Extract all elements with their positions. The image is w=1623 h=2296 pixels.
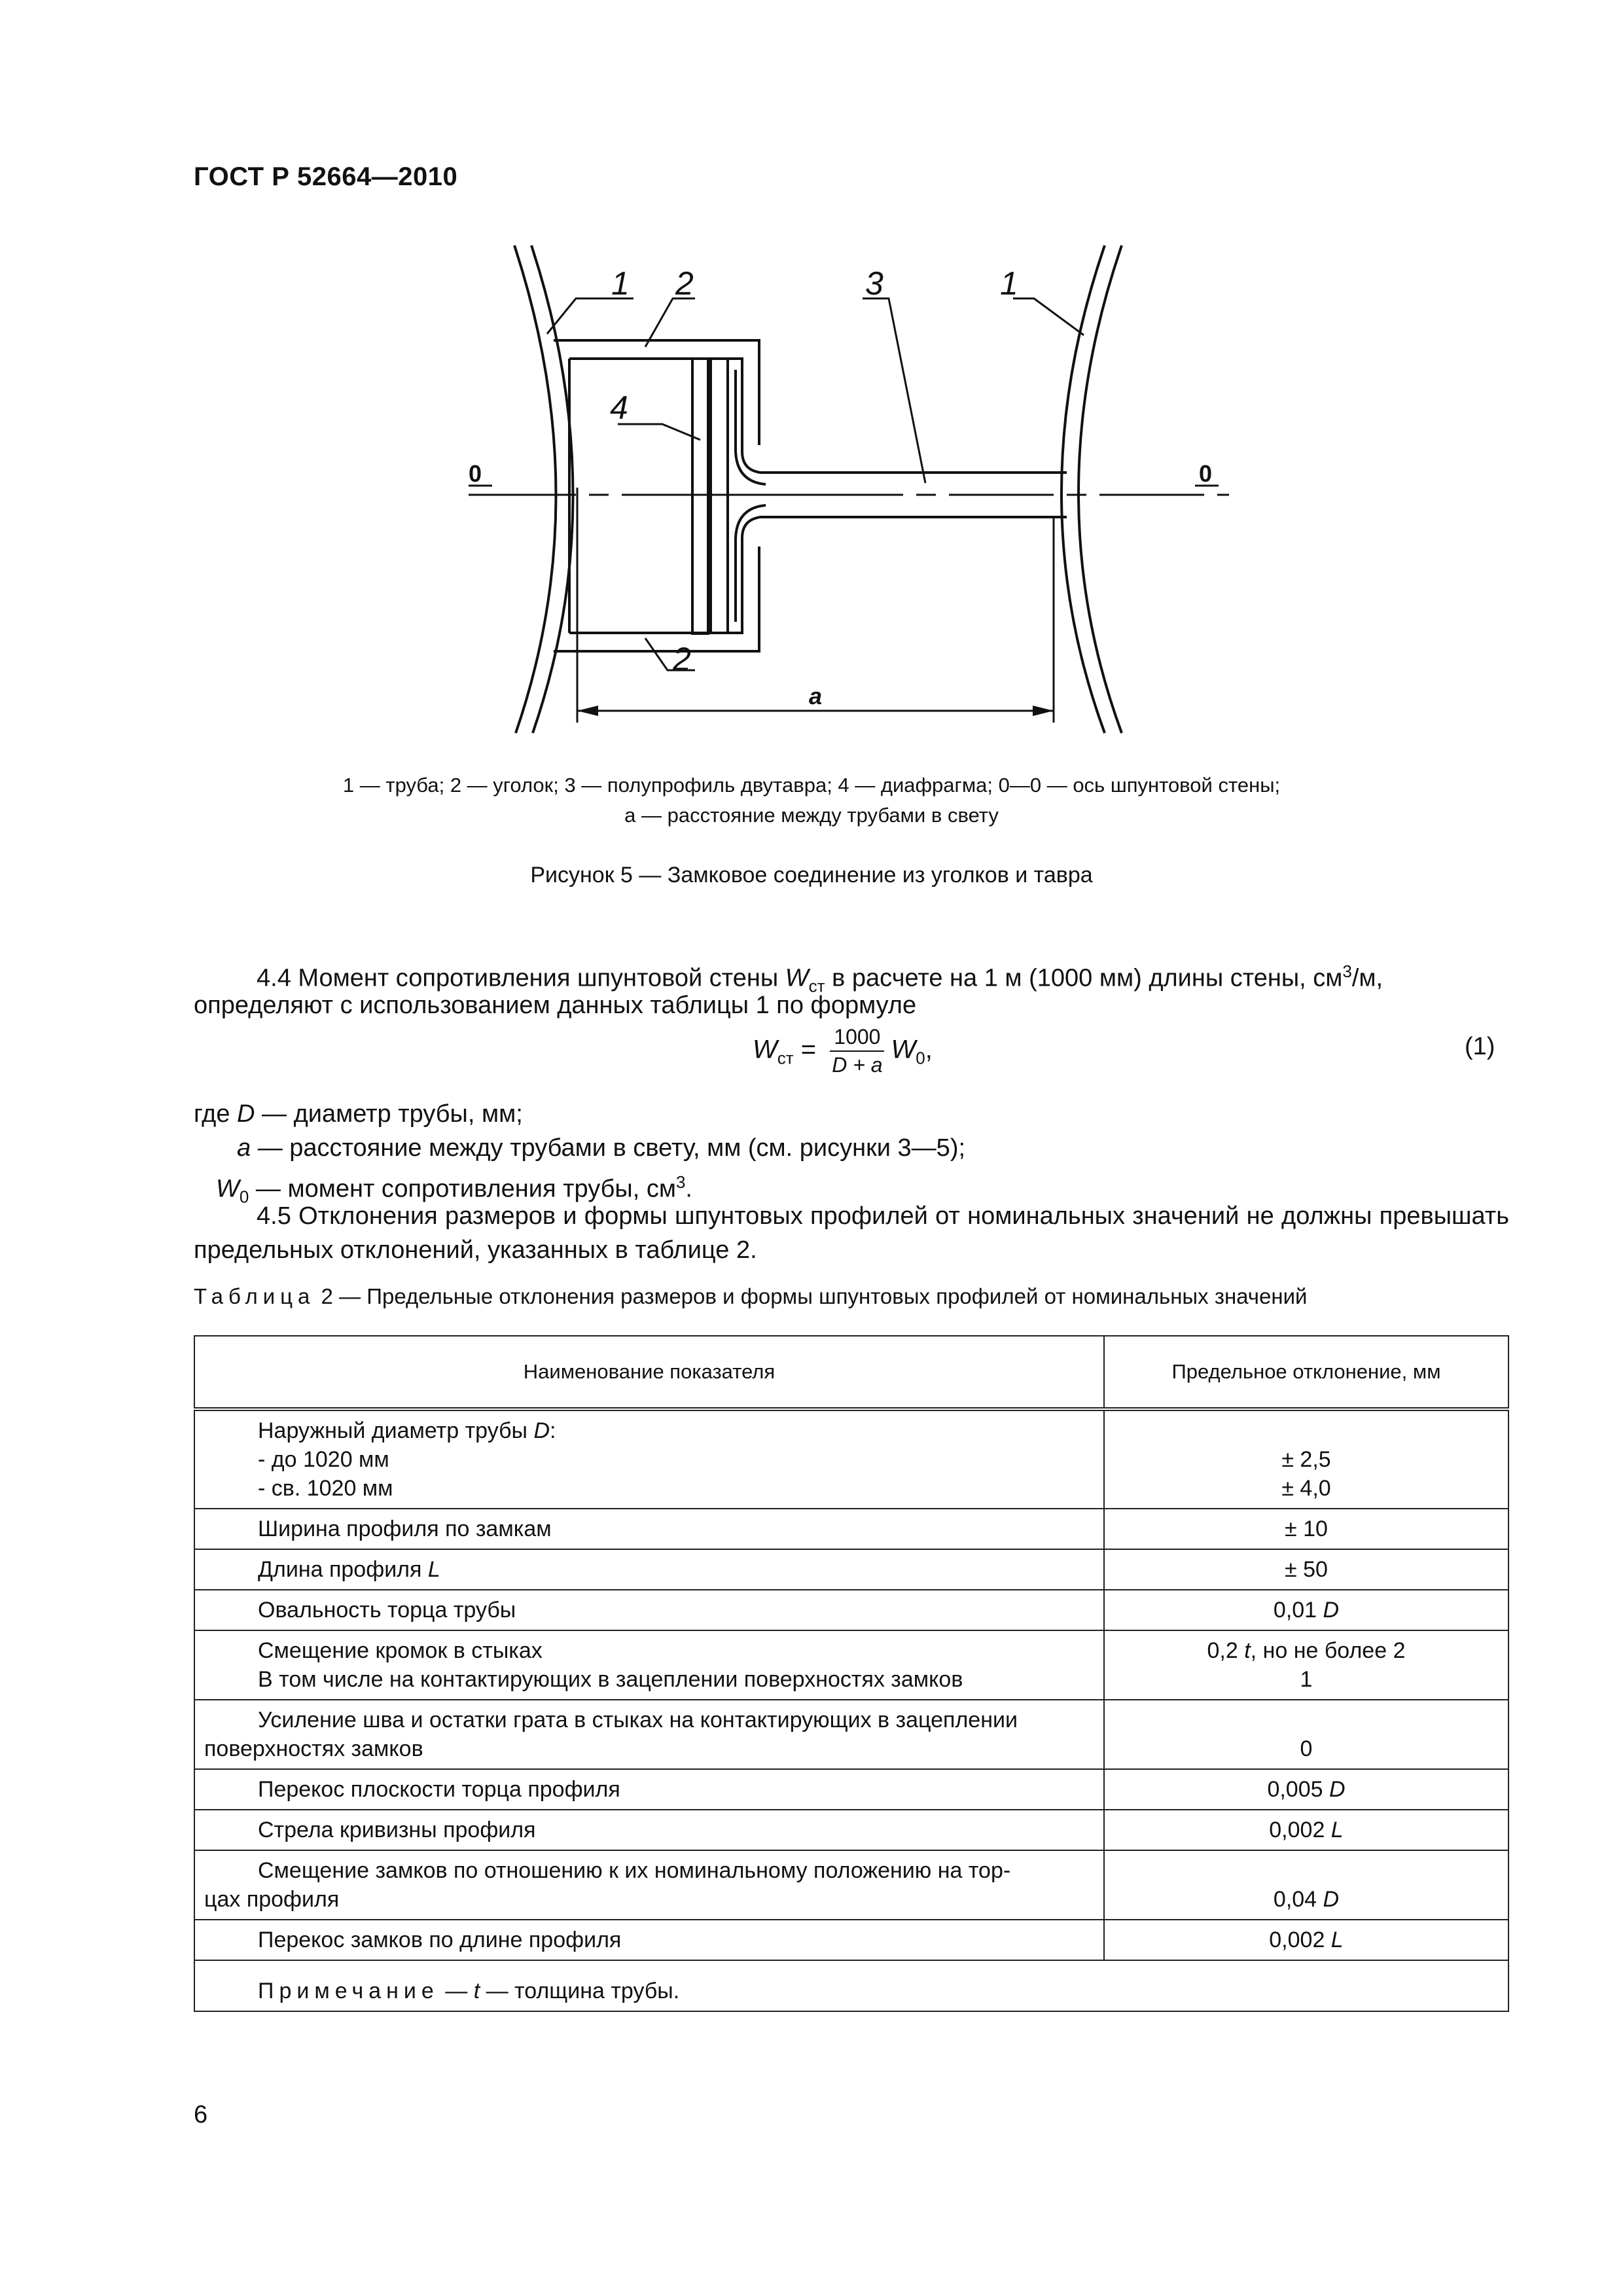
right-pipe-inner [1079,245,1122,733]
formula-fraction: $\frac{1000}{D + a}$ [830,1025,884,1077]
callout-4: 4 [610,389,628,426]
where-line-w0: $W_0$ — момент сопротивления трубы, $см^3$. [216,1172,692,1207]
t-section-inner-upper [736,370,766,484]
figure-5-drawing [0,0,1623,772]
dim-arrow-right [1033,706,1054,716]
leader-1-right [1013,298,1084,335]
paragraph-4-4-line2: определяют с использованием данных таблицы 1 по формуле [194,992,917,1019]
table-2-title: Таблица 2 — Предельные отклонения размеров и формы шпунтовых профилей от номинальных значений [194,1284,1308,1308]
table-row: Ширина профиля по замкам ± 10 [194,1509,1508,1549]
axis-label-right: 0 [1199,460,1213,487]
header-indicator-name: Наименование показателя [194,1336,1104,1409]
where-line-a: a — расстояние между трубами в свету, мм (см. рисунки 3—5); [237,1134,966,1162]
leader-4 [618,424,700,440]
axis-label-left: 0 [469,460,482,487]
paragraph-4-4-line1: 4.4 Момент сопротивления шпунтовой стены $W_{ст}$ в расчете на 1 м (1000 мм) длины стены, $см^3/м$, [257,961,1383,996]
table-row: Длина профиля L ± 50 [194,1549,1508,1590]
leader-3 [863,298,925,483]
callout-3: 3 [865,265,883,302]
document-header: ГОСТ Р 52664—2010 [194,162,458,191]
table-row: Перекос замков по длине профиля 0,002 L [194,1920,1508,1960]
leader-1-left [547,298,633,334]
table-row: Перекос плоскости торца профиля 0,005 D [194,1769,1508,1810]
header-deviation: Предельное отклонение, мм [1104,1336,1508,1409]
callout-1-left: 1 [611,265,630,302]
figure-legend-line1: 1 — труба; 2 — уголок; 3 — полупрофиль двутавра; 4 — диафрагма; 0—0 — ось шпунтовой стены; [342,774,1281,797]
callout-2-bottom: 2 [673,641,691,677]
figure-caption: Рисунок 5 — Замковое соединение из уголков и тавра [530,863,1093,888]
t-section-inner-lower [736,505,766,622]
table-row: Наружный диаметр трубы D: - до 1020 мм - св. 1020 мм ± 2,5 ± 4,0 [194,1409,1508,1509]
where-line-d: где D — диаметр трубы, мм; [194,1100,523,1128]
t-section-lower [728,517,1067,633]
table-row: Смещение кромок в стыках В том числе на контактирующих в зацеплении поверхностях замков 0,2 t, но не более 2 1 [194,1630,1508,1700]
t-section-upper [728,359,1067,473]
page-number: 6 [194,2101,208,2128]
figure-legend-line2: a — расстояние между трубами в свету [624,804,999,827]
table-row: Стрела кривизны профиля 0,002 L [194,1810,1508,1850]
table-row: Овальность торца трубы 0,01 D [194,1590,1508,1630]
table-2 [194,1335,1509,2012]
table-row: Усиление шва и остатки грата в стыках на контактирующих в зацеплении поверхностях замков 0 [194,1700,1508,1769]
left-pipe-outer [514,245,556,733]
callout-2-top: 2 [675,265,694,302]
paragraph-4-5: 4.5 Отклонения размеров и формы шпунтовых профилей от номинальных значений не должны превышать предельных отклонений, указанных в таблице 2. [194,1202,1509,1264]
table-row: Смещение замков по отношению к их номинальному положению на тор- цах профиля 0,04 D [194,1850,1508,1920]
table-note-row: Примечание — t — толщина трубы. [194,1960,1508,2011]
diaphragm [692,359,708,634]
formula-1: $W_{ст}$ = $\frac{1000}{D + a}$ $W_0$, [753,1025,933,1077]
dimension-label-a: a [809,683,823,709]
dim-arrow-left [577,706,598,716]
callout-1-right: 1 [1000,265,1018,302]
table-header-row [194,1336,1508,1409]
formula-number: (1) [1465,1033,1495,1060]
